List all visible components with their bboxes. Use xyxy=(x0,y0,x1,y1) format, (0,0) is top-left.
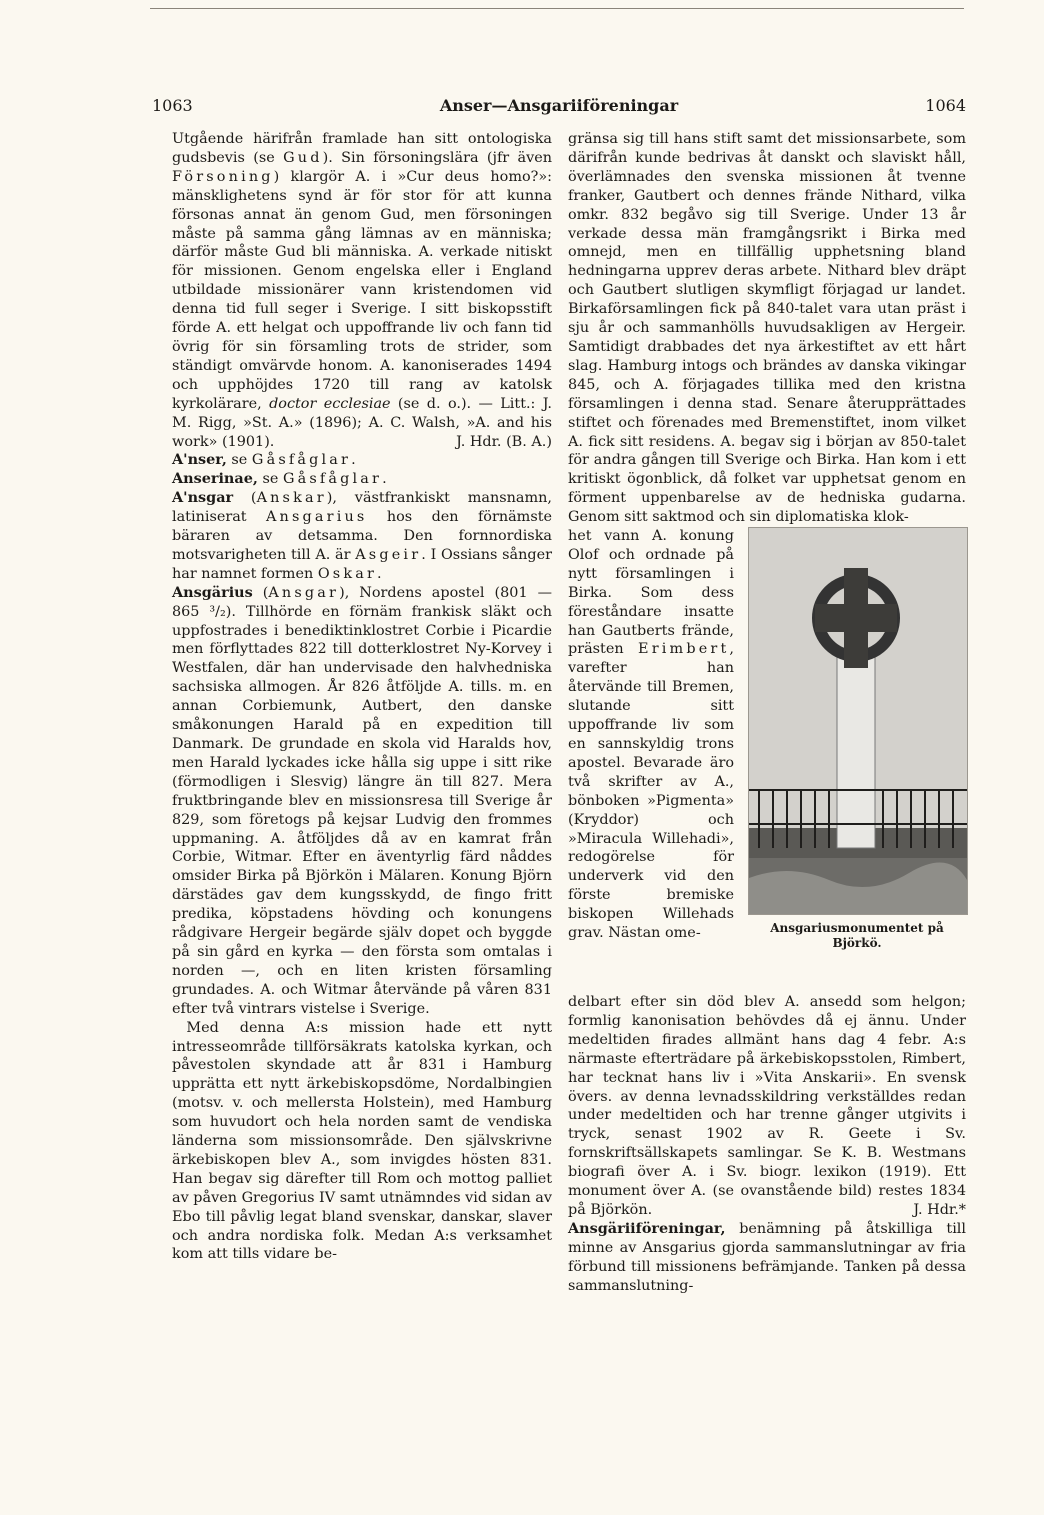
monument-illustration xyxy=(749,528,967,914)
entry-ansgariiforeningar: Ansgäriiföreningar, benämning på åtskilliga till minne av Ansgarius gjorda sammanslutningar av fria förbund till missionens befrämjande. Tanken på dessa sammanslutning- xyxy=(568,1219,966,1294)
monument-figure xyxy=(748,527,966,951)
signature: J. Hdr.* xyxy=(913,1202,966,1218)
figure-wrap-zone xyxy=(568,527,966,993)
left-column xyxy=(172,130,552,1264)
monument-photo xyxy=(748,527,968,915)
running-title: Anser—Ansgariiföreningar xyxy=(439,96,679,115)
entry-ansgar: A'nsgar (Anskar), västfrankiskt mansnamn, latiniserat Ansgarius hos den förnämste bäraren av detsamma. Den fornnordiska motsvarigheten till A. är Asgeir. I Ossians sånger har namnet formen Oskar. xyxy=(172,489,553,582)
signature: J. Hdr. (B. A.) xyxy=(456,433,552,450)
right-column xyxy=(568,130,966,1296)
entry-anserinae: Anserinae, se Gåsfåglar. xyxy=(172,470,387,488)
entry-anser: A'nser, se Gåsfåglar. xyxy=(172,451,356,469)
mission-paragraph: Med denna A:s mission hade ett nytt intresseområde tillförsäkrats katolska kyrkan, och påvestolen skyndade att år 831 i Hamburg upprätta ett nytt ärkebiskopsdöme, Nordalbingien (motsv. v. och mellersta Holstein), med Hamburg som huvudort och hela norden samt de vendiska länderna som missionsområde. Den självskrivne ärkebiskopen blev A., som invigdes hösten 831. Han begav sig därefter till Rom och mottog palliet av påven Gregorius IV samt utnämndes vid sidan av Ebo till påvlig legat bland svenskar, danskar, slaver och andra nordiska folk. Medan A:s verksamhet kom att tills vidare be- xyxy=(172,1019,553,1263)
top-rule xyxy=(150,8,964,9)
figure-caption: Ansgariusmonumentet på Björkö. xyxy=(770,921,944,951)
continuation-paragraph: gränsa sig till hans stift samt det missionsarbete, som därifrån kunde bedrivas åt danskt och slaviskt håll, överlämnades den svenska missionen åt tvenne franker, Gautbert och dennes frände Nithard, vilka omkr. 832 begåvo sig till Sverige. Under 13 år verkade dessa män framgångsrikt i Birka med omnejd, men en tillfällig upphetsning bland hedningarna upprev deras arbete. Nithard blev dräpt och Gautbert slutligen skymfligt förjagad ur landet. Birkaförsamlingen fick på 840-talet vara utan präst i sju år och sammanhölls huvudsakligen av Hergeir. Samtidigt drabbades det nya ärkestiftet av ett hårt slag. Hamburg intogs och brändes av danska vikingar 845, och A. förjagades tillika med den kristna församlingen i denna stad. Senare återupprättades stiftet och förenades med Bremenstiftet, inom vilket A. fick sitt residens. A. begav sig i början av 850-talet för andra gången till Sverige och Birka. Han kom i ett kritiskt ögonblick, då folket var upphetsat genom en förment uppenbarelse av de hedniska gudarna. Genom sitt saktmod och sin diplomatiska klok- xyxy=(568,131,966,526)
anselm-paragraph: Utgående härifrån framlade han sitt ontologiska gudsbevis (se Gud). Sin försoningslära (jfr även Försoning) klargör A. i »Cur deus homo?»: mänsklighetens synd är för stor för att kunna försonas annat än genom Gud, men försoningen måste på samma gång lämnas av en människa; därför måste Gud bli människa. A. verkade nitiskt för missionen. Genom engelska eller i England utbildade missionärer vann kristendomen vid denna tid full seger i Sverige. I sitt biskopsstift förde A. ett helgat och uppoffrande liv och fann tid övrig för sin församling trots de strider, som ständigt omvärvde honom. A. kanoniserades 1494 och upphöjdes 1720 till rang av katolsk kyrkolärare, doctor ecclesiae (se d. o.). — Litt.: J. M. Rigg, »St. A.» (1896); A. C. Walsh, »A. and his work» (1901). J. Hdr. (B. A.) xyxy=(172,131,552,450)
legacy-paragraph: delbart efter sin död blev A. ansedd som helgon; formlig kanonisation behövdes då ej ännu. Under medeltiden firades allmänt hans dag 4 febr. A:s närmaste efterträdare på ärkebiskopsstolen, Rimbert, har tecknat hans liv i »Vita Anskarii». En svensk övers. av denna levnadsskildring verkställdes redan under medeltiden och har trenne gånger utgivits i tryck, senast 1902 av R. Geete i Sv. fornskriftsällskapets samlingar. Se K. B. Westmans biografi över A. i Sv. biogr. lexikon (1919). Ett monument över A. (se ovanstående bild) restes 1834 på Björkön. J. Hdr.* xyxy=(568,994,966,1218)
left-page-number: 1063 xyxy=(152,96,193,115)
right-page-number: 1064 xyxy=(925,96,966,115)
entry-ansgarius: Ansgärius (Ansgar), Nordens apostel (801 —865 ³/₂). Tillhörde en förnäm frankisk släkt och uppfostrades i benediktinklostret Corbie i Picardie men förflyttades 822 till dotterklostret Ny-Korvey i Westfalen, där han undervisade den halvhedniska sachsiska allmogen. År 826 åtföljde A. tills. m. en annan Corbiemunk, Autbert, den danske småkonungen Harald på en expedition till Danmark. De grundade en skola vid Haralds hov, men Harald lyckades icke hålla sig uppe i sitt rike (förmodligen i Slesvig) längre än till 827. Mera fruktbringande blev en missionsresa till Sverige år 829, som företogs på kejsar Ludvig den frommes uppmaning. A. åtföljdes då av en kamrat från Corbie, Witmar. Efter en äventyrlig färd nåddes omsider Birka på Björkön i Mälaren. Konung Björn därstädes gav dem kungsskydd, de fingo fritt predika, köpstadens hövding och konungens rådgivare Hergeir begärde själv dopet och byggde på sin gård en kyrka — den första som omtalas i norden —, och en liten kristen församling grundades. A. och Witmar återvände på våren 831 efter två vintrars vistelse i Sverige. xyxy=(172,583,552,1017)
wrapped-text: het vann A. konung Olof och ordnade på nytt församlingen i Birka. Som dess föreståndare insatte han Gautberts frände, prästen Erimbert, varefter han återvände till Bremen, slutande sitt uppoffrande liv som en sannskyldig trons apostel. Bevarade äro två skrifter av A., bönboken »Pigmenta» (Kryddor) och »Miracula Willehadi», redogörelse för underverk vid den förste bremiske biskopen Willehads grav. Nästan ome- xyxy=(568,528,734,942)
page-header xyxy=(152,96,966,120)
